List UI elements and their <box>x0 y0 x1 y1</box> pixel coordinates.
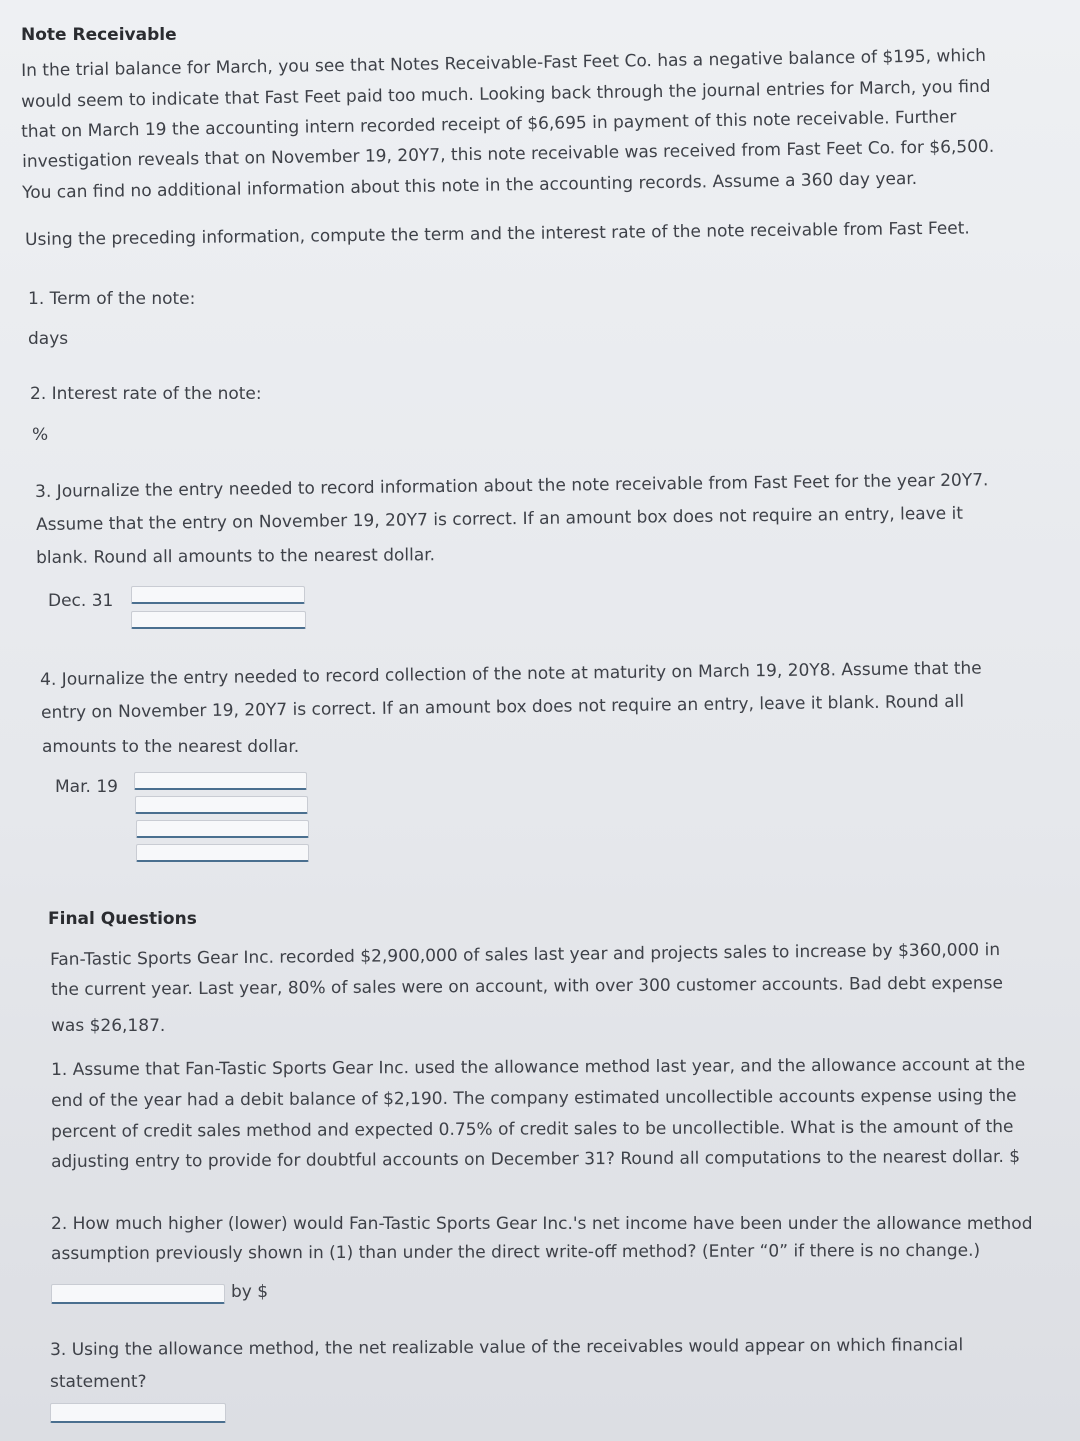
instruction-text: Using the preceding information, compute the term and the interest rate of the note receivable from Fast Feet. <box>25 218 970 250</box>
journal-account-input-dec-31-2[interactable] <box>131 611 306 629</box>
question-1-label: 1. Term of the note: <box>28 289 196 309</box>
section-heading-note-receivable: Note Receivable <box>21 25 177 45</box>
section-heading-final-questions: Final Questions <box>48 909 197 929</box>
journal-account-input-mar-19-4[interactable] <box>136 844 309 862</box>
final-intro-line-1: Fan-Tastic Sports Gear Inc. recorded $2,900,000 of sales last year and projects sales to increase by $360,000 in <box>50 940 1001 970</box>
journal-account-input-mar-19-3[interactable] <box>136 820 309 838</box>
question-2-label: 2. Interest rate of the note: <box>30 384 262 404</box>
final-question-1-line-4: adjusting entry to provide for doubtful accounts on December 31? Round all computations to the nearest dollar. $ <box>51 1146 1021 1172</box>
question-3-line-1: 3. Journalize the entry needed to record information about the note receivable from Fast Feet for the year 20Y7. <box>35 470 989 502</box>
journal-account-input-dec-31-1[interactable] <box>131 586 305 604</box>
term-unit-label: days <box>28 329 69 349</box>
final-question-1-line-3: percent of credit sales method and expected 0.75% of credit sales to be uncollectible. What is the amount of the <box>51 1116 1014 1142</box>
journal-account-input-mar-19-1[interactable] <box>134 772 307 790</box>
final-question-1-line-1: 1. Assume that Fan-Tastic Sports Gear Inc. used the allowance method last year, and the allowance account at the <box>51 1054 1026 1080</box>
intro-line-3: that on March 19 the accounting intern recorded receipt of $6,695 in payment of this note receivable. Further <box>21 107 957 142</box>
final-question-3-line-2: statement? <box>50 1372 147 1392</box>
question-4-line-1: 4. Journalize the entry needed to record collection of the note at maturity on March 19, 20Y8. Assume that the <box>40 658 982 690</box>
final-intro-line-2: the current year. Last year, 80% of sales were on account, with over 300 customer accounts. Bad debt expense <box>51 973 1003 1000</box>
question-4-line-3: amounts to the nearest dollar. <box>42 737 300 757</box>
final-intro-line-3: was $26,187. <box>51 1016 166 1036</box>
journal-date-mar-19: Mar. 19 <box>55 777 118 797</box>
intro-line-2: would seem to indicate that Fast Feet paid too much. Looking back through the journal entries for March, you find <box>21 76 991 112</box>
final-question-2-line-1: 2. How much higher (lower) would Fan-Tastic Sports Gear Inc.'s net income have been under the allowance method <box>51 1214 1033 1234</box>
intro-line-4: investigation reveals that on November 19, 20Y7, this note receivable was received from Fast Feet Co. for $6,500. <box>22 136 995 172</box>
by-amount-label: by $ <box>231 1282 269 1302</box>
final-question-3-line-1: 3. Using the allowance method, the net realizable value of the receivables would appear on which financial <box>50 1335 964 1360</box>
intro-line-5: You can find no additional information about this note in the accounting records. Assume a 360 day year. <box>22 168 918 203</box>
intro-line-1: In the trial balance for March, you see that Notes Receivable-Fast Feet Co. has a negative balance of $195, which <box>21 45 987 81</box>
rate-unit-label: % <box>32 425 49 445</box>
final-question-1-line-2: end of the year had a debit balance of $2,190. The company estimated uncollectible accounts expense using the <box>51 1085 1017 1111</box>
journal-date-dec-31: Dec. 31 <box>48 591 114 611</box>
final-question-2-line-2: assumption previously shown in (1) than under the direct write-off method? (Enter “0” if there is no change.) <box>51 1240 981 1264</box>
question-4-line-2: entry on November 19, 20Y7 is correct. If an amount box does not require an entry, leave it blank. Round all <box>41 691 965 723</box>
journal-account-input-mar-19-2[interactable] <box>135 796 308 814</box>
question-3-line-3: blank. Round all amounts to the nearest dollar. <box>36 545 436 568</box>
financial-statement-select[interactable] <box>50 1403 226 1423</box>
question-3-line-2: Assume that the entry on November 19, 20Y7 is correct. If an amount box does not require an entry, leave it <box>36 503 964 535</box>
net-income-direction-select[interactable] <box>51 1284 225 1304</box>
